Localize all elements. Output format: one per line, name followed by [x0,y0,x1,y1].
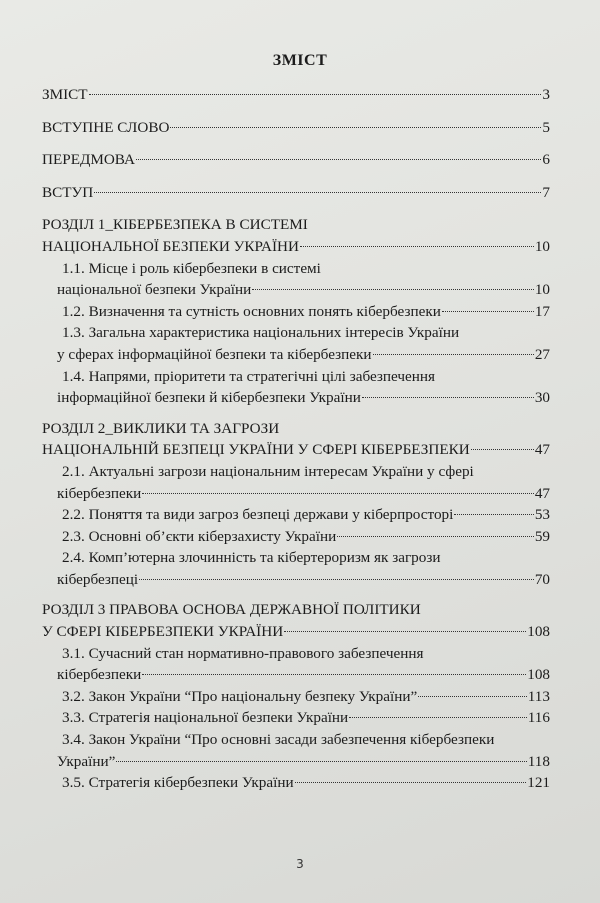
toc-entry-text: 3.2. Закон України “Про національну безпеку України” [62,687,418,705]
toc-entry-text: кібербезпеки [57,666,142,684]
toc-entry-text: України” [57,752,116,770]
toc-page-number: 27 [534,345,550,363]
toc-entry-text: 3.5. Стратегія кібербезпеки України [62,774,294,792]
toc-entry-text: РОЗДІЛ 3 ПРАВОВА ОСНОВА ДЕРЖАВНОЇ ПОЛІТИКИ [42,601,421,619]
leader-dots [454,514,533,515]
toc-page-number: 5 [542,118,550,136]
toc-page-number: 47 [534,441,550,459]
toc-page-number: 17 [534,302,550,320]
toc-entry-text: 2.1. Актуальні загрози національним інтересам України у сфері [62,462,474,480]
leader-dots [362,397,534,398]
toc-page-number: 10 [534,237,550,255]
toc-line [57,729,550,751]
toc-line [57,387,550,409]
toc-page-number: 53 [534,506,550,524]
toc-line [57,504,550,526]
toc-chapter[interactable] [42,599,550,642]
toc-line [42,117,550,139]
toc-section[interactable] [42,504,550,526]
leader-dots [471,449,534,450]
toc-entry[interactable] [42,117,550,139]
toc-line [57,643,550,665]
toc-entry-text: 1.1. Місце і роль кібербезпеки в системі [62,259,321,277]
leader-dots [284,631,526,632]
toc-page-number: 70 [534,570,550,588]
toc-line [57,279,550,301]
toc-section[interactable] [42,258,550,301]
page-number: 3 [296,857,304,871]
toc-entry-text: 2.2. Поняття та види загроз безпеці держави у кіберпросторі [62,506,454,524]
toc-line [57,686,550,708]
chapter-gap [42,794,550,799]
toc-entry-text: 3.4. Закон України “Про основні засади забезпечення кібербезпеки [62,731,495,749]
toc-line [57,461,550,483]
toc-page-number: 3 [542,86,550,103]
toc-section[interactable] [42,301,550,323]
toc-line [57,366,550,388]
toc-line [57,344,550,366]
toc-page-number: 30 [534,389,550,407]
toc-page-number: 10 [534,281,550,299]
toc-line [57,569,550,591]
toc-entry-text: У СФЕРІ КІБЕРБЕЗПЕКИ УКРАЇНИ [42,623,284,641]
toc-line [57,751,550,773]
toc-entry-text: інформаційної безпеки й кібербезпеки України [57,389,361,407]
leader-dots [142,674,526,675]
toc-line [42,149,550,171]
chapter-gap [42,590,550,595]
toc-entry[interactable] [42,84,550,106]
toc-line [57,322,550,344]
toc-section[interactable] [42,526,550,548]
toc-line [42,621,550,643]
toc-section[interactable] [42,729,550,772]
leader-dots [300,246,534,247]
leader-dots [170,127,541,128]
toc-section[interactable] [42,643,550,686]
toc-line [57,258,550,280]
toc-line [57,664,550,686]
toc-page-number: 118 [527,752,550,770]
toc-line [57,772,550,794]
toc-entry-text: ВСТУП [42,183,94,201]
toc-line [42,214,550,236]
leader-dots [373,354,534,355]
toc-entry-text: ВСТУПНЕ СЛОВО [42,118,170,136]
leader-dots [252,289,534,290]
toc-entry-text: у сферах інформаційної безпеки та кібербезпеки [57,345,372,363]
toc-line [57,707,550,729]
toc-page-number: 47 [534,484,550,502]
toc-entry-text: 2.4. Комп’ютерна злочинність та кібертероризм як загрози [62,549,441,567]
toc-entry-text: 1.4. Напрями, пріоритети та стратегічні цілі забезпечення [62,367,436,385]
toc-entry-text: РОЗДІЛ 1_КІБЕРБЕЗПЕКА В СИСТЕМІ [42,216,308,234]
toc-entry[interactable] [42,149,550,171]
page-title: ЗМІСТ [272,52,328,69]
toc-line [57,483,550,505]
toc-line [57,547,550,569]
toc-section[interactable] [42,461,550,504]
chapter-gap [42,409,550,414]
toc-chapter[interactable] [42,214,550,257]
leader-dots [337,536,534,537]
leader-dots [139,579,534,580]
toc-section[interactable] [42,772,550,794]
leader-dots [94,192,541,193]
toc-line [42,182,550,204]
toc-entry-text: ПЕРЕДМОВА [42,151,135,169]
toc-entry-text: 1.3. Загальна характеристика національних інтересів України [62,324,460,342]
toc-line [42,599,550,621]
toc-page-number: 113 [527,687,550,705]
toc-entry-text: РОЗДІЛ 2_ВИКЛИКИ ТА ЗАГРОЗИ [42,419,280,437]
toc-entry-text: кібербезпеці [57,570,139,588]
leader-dots [442,311,534,312]
toc-page-number: 59 [534,527,550,545]
leader-dots [349,717,527,718]
toc-entry-text: 2.3. Основні об’єкти кіберзахисту України [62,527,337,545]
toc-line [42,418,550,440]
toc-section[interactable] [42,366,550,409]
toc-entry-text: 1.2. Визначення та сутність основних понять кібербезпеки [62,302,441,320]
toc-line [42,236,550,258]
toc-section[interactable] [42,547,550,590]
toc-entry-text: національної безпеки України [57,281,252,299]
leader-dots [89,94,542,95]
toc-entry-text: НАЦІОНАЛЬНОЇ БЕЗПЕКИ УКРАЇНИ [42,237,299,255]
toc-line [42,84,550,106]
leader-dots [295,782,527,783]
toc-entry-text: ЗМІСТ [42,86,88,103]
toc-line [57,301,550,323]
toc-page-number: 7 [542,183,550,201]
toc-section[interactable] [42,686,550,708]
toc-entry-text: НАЦІОНАЛЬНІЙ БЕЗПЕЦІ УКРАЇНИ У СФЕРІ КІБЕРБЕЗПЕКИ [42,441,470,459]
toc-page-number: 6 [542,151,550,169]
toc-line [42,439,550,461]
toc-chapter[interactable] [42,418,550,461]
toc-page-number: 116 [527,709,550,727]
toc-entry-text: кібербезпеки [57,484,142,502]
toc-section[interactable] [42,707,550,729]
toc-entry[interactable] [42,182,550,204]
toc-entry-text: 3.3. Стратегія національної безпеки України [62,709,349,727]
toc-section[interactable] [42,322,550,365]
toc-page-number: 108 [527,623,550,641]
toc-line [57,526,550,548]
leader-dots [142,493,534,494]
toc-page-number: 121 [527,774,550,792]
toc-entry-text: 3.1. Сучасний стан нормативно-правового забезпечення [62,644,424,662]
table-of-contents [42,84,550,799]
leader-dots [136,159,541,160]
leader-dots [418,696,527,697]
toc-page-number: 108 [527,666,550,684]
leader-dots [116,761,526,762]
